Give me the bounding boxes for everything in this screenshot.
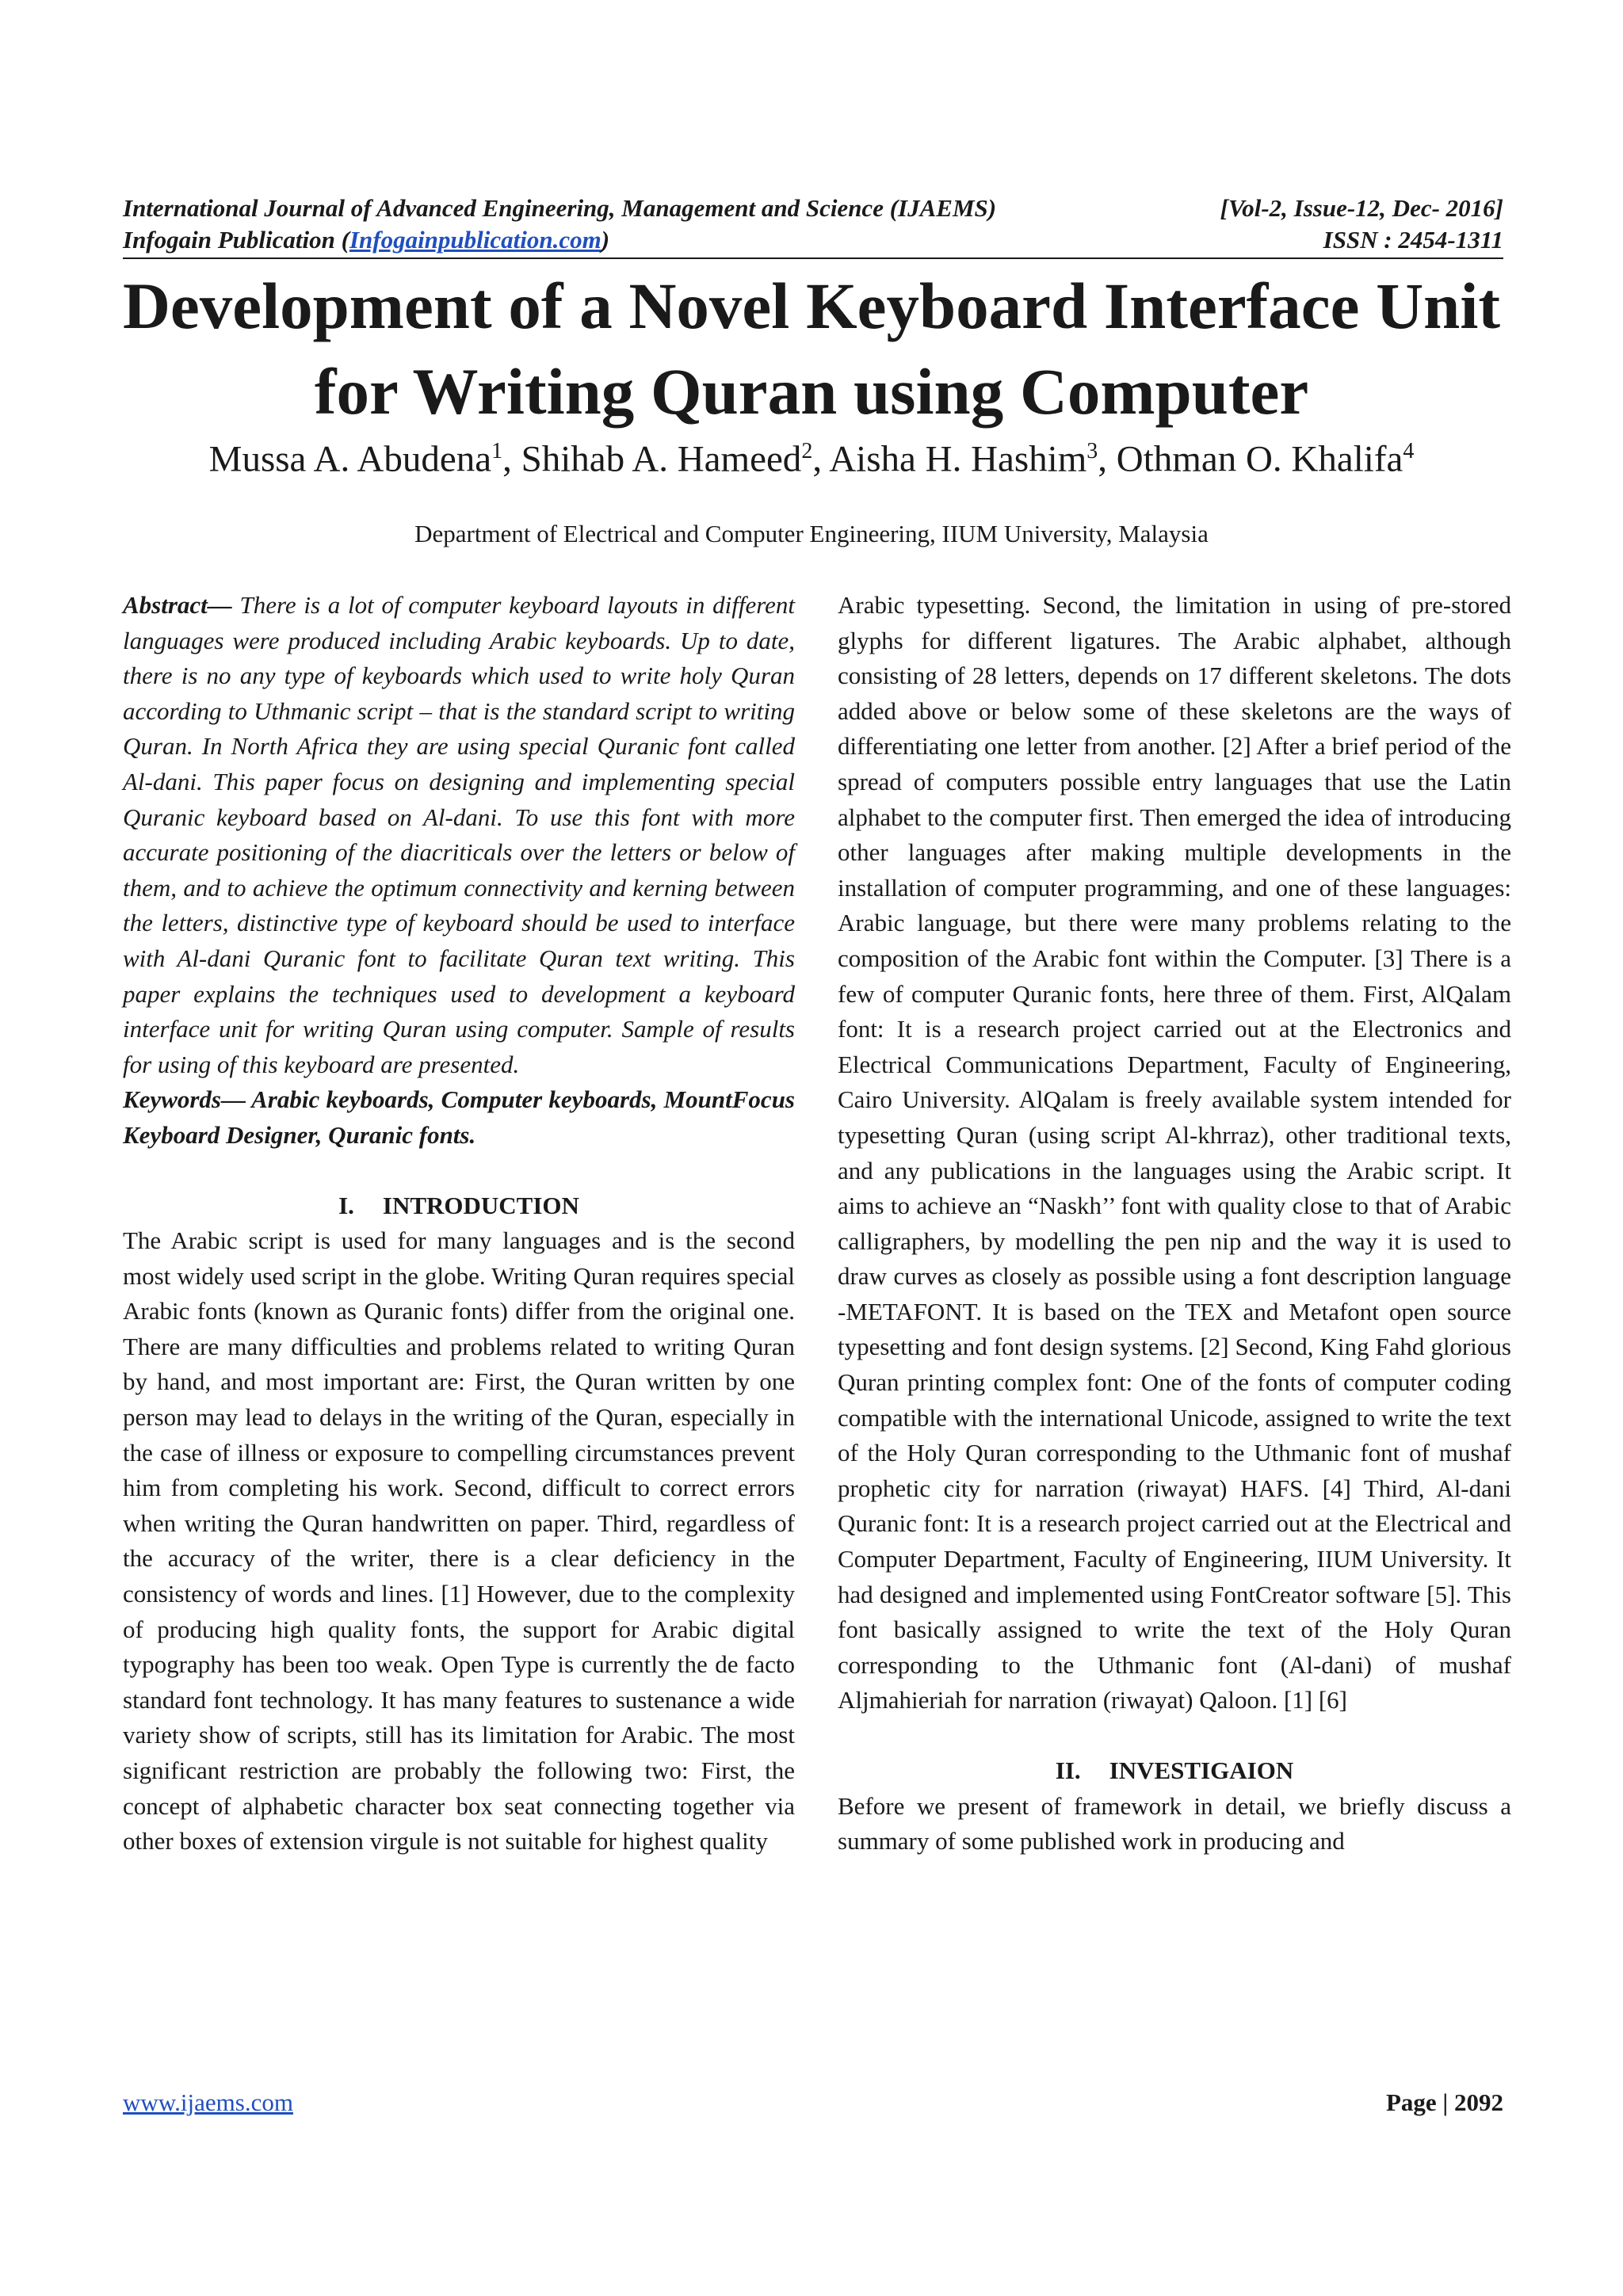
header-row-1 (123, 193, 1503, 224)
publisher-suffix: ) (601, 226, 610, 254)
website-link[interactable]: www.ijaems.com (123, 2088, 293, 2116)
section-heading-introduction (123, 1188, 795, 1224)
publisher-link[interactable]: Infogainpublication.com (349, 226, 601, 254)
header-row-2 (123, 224, 1503, 256)
author-affil-mark: 1 (491, 439, 503, 463)
publisher-prefix: Infogain Publication ( (123, 226, 349, 254)
keywords (123, 1082, 795, 1153)
intro-paragraph: The Arabic script is used for many languages and is the second most widely used script in the globe. Writing Quran requires special Arabic fonts (known as Quranic fonts) differ from the original one. There are many difficulties and problems related to writing Quran by hand, and most important are: First, the Quran written by one person may lead to delays in the writing of the Quran, especially in the case of illness or exposure to compelling circumstances prevent him from completing his work. Second, difficult to correct errors when writing the Quran handwritten on paper. Third, regardless of the accuracy of the writer, there is a clear deficiency in the consistency of words and lines. [1] However, due to the complexity of producing high quality fonts, the support for Arabic digital typography has been too weak. Open Type is currently the de facto standard font technology. It has many features to sustenance a wide variety show of scripts, still has its limitation for Arabic. The most significant restriction are probably the following two: First, the concept of alphabetic character box seat connecting together via other boxes of extension virgule is not suitable for highest quality (123, 1226, 795, 1855)
section-title: INVESTIGAION (1109, 1756, 1294, 1784)
publisher (123, 224, 609, 256)
keywords-text: Arabic keyboards, Computer keyboards, MountFocus Keyboard Designer, Quranic fonts. (123, 1085, 795, 1149)
page-footer (123, 2085, 1503, 2120)
intro-continued-paragraph: Arabic typesetting. Second, the limitation in using of pre-stored glyphs for different ligatures. The Arabic alphabet, although consisting of 28 letters, depends on 17 different skeletons. The dots added above or below some of these skeletons are the ways of differentiating one letter from another. [2] After a brief period of the spread of computers possible entry languages that use the Latin alphabet to the computer first. Then emerged the idea of introducing other languages after making multiple developments in the installation of computer programming, and one of these languages: Arabic language, but there were many problems relating to the composition of the Arabic font within the Computer. [3] There is a few of computer Quranic fonts, here three of them. First, AlQalam font: It is a research project carried out at the Electronics and Electrical Communications Department, Faculty of Engineering, Cairo University. AlQalam is freely available system intended for typesetting Quran (using script Al-khrraz), other traditional texts, and any publications in the languages using the Arabic script. It aims to achieve an “Naskh’’ font with quality close to that of Arabic calligraphers, by modelling the pen nip and the way it is used to draw curves as closely as possible using a font description language -METAFONT. It is based on the TEX and Metafont open source typesetting and font design systems. [2] Second, King Fahd glorious Quran printing complex font: One of the fonts of computer coding compatible with the international Unicode, assigned to write the text of the Holy Quran corresponding to the Uthmanic font of mushaf prophetic city for narration (riwayat) HAFS. [4] Third, Al-dani Quranic font: It is a research project carried out at the Electrical and Computer Department, Faculty of Engineering, IIUM University. It had designed and implemented using FontCreator software [5]. This font basically assigned to write the text of the Holy Quran corresponding to the Uthmanic font (Al-dani) of mushaf Aljmahieriah for narration (riwayat) Qaloon. [1] [6] (838, 591, 1511, 1714)
paper-title (79, 263, 1544, 434)
header-divider (123, 257, 1503, 259)
author-name: Mussa A. Abudena (208, 438, 492, 480)
author-affil-mark: 3 (1086, 439, 1098, 463)
title-line-2: for Writing Quran using Computer (314, 355, 1309, 428)
author-name: Shihab A. Hameed (521, 438, 802, 480)
keywords-label: Keywords— (123, 1085, 246, 1114)
running-header (123, 193, 1503, 259)
author-list: Mussa A. Abudena$^1$, Shihab A. Hameed$^2$, Aisha H. Hashim$^3$, Othman O. Khalifa$^4$ (208, 438, 1415, 480)
volume-info: [Vol-2, Issue-12, Dec- 2016] (1220, 194, 1503, 222)
section-heading-investigation (838, 1753, 1511, 1789)
affiliation: Department of Electrical and Computer Engineering, IIUM University, Malaysia (414, 520, 1209, 547)
abstract-text: There is a lot of computer keyboard layouts in different languages were produced including Arabic keyboards. Up to date, there is no any type of keyboards which used to write holy Quran according to Uthmanic script – that is the standard script to writing Quran. In North Africa they are using special Quranic font called Al-dani. This paper focus on designing and implementing special Quranic keyboard based on Al-dani. To use this font with more accurate positioning of the diacriticals over the letters or below of them, and to achieve the optimum connectivity and kerning between the letters, distinctive type of keyboard should be used to interface with Al-dani Quranic font to facilitate Quran text writing. This paper explains the techniques used to development a keyboard interface unit for writing Quran using computer. Sample of results for using of this keyboard are presented. (123, 591, 795, 1078)
abstract-label: Abstract— (123, 591, 232, 619)
author-name: Othman O. Khalifa (1116, 438, 1403, 480)
section-title: INTRODUCTION (382, 1191, 579, 1219)
page-number: Page | 2092 (1385, 2088, 1503, 2116)
journal-name: International Journal of Advanced Engineering, Management and Science (IJAEMS) (123, 194, 997, 222)
author-name: Aisha H. Hashim (829, 438, 1087, 480)
author-affil-mark: 4 (1403, 439, 1415, 463)
left-column (123, 588, 795, 1859)
investigation-paragraph: Before we present of framework in detail, we briefly discuss a summary of some published work in producing and (838, 1791, 1511, 1855)
section-number: I. (338, 1191, 354, 1219)
issn: ISSN : 2454-1311 (1323, 226, 1503, 254)
author-affil-mark: 2 (801, 439, 813, 463)
right-column (838, 588, 1511, 1859)
abstract (123, 588, 795, 1082)
title-line-1: Development of a Novel Keyboard Interface Unit (122, 269, 1501, 342)
section-number: II. (1055, 1756, 1081, 1784)
